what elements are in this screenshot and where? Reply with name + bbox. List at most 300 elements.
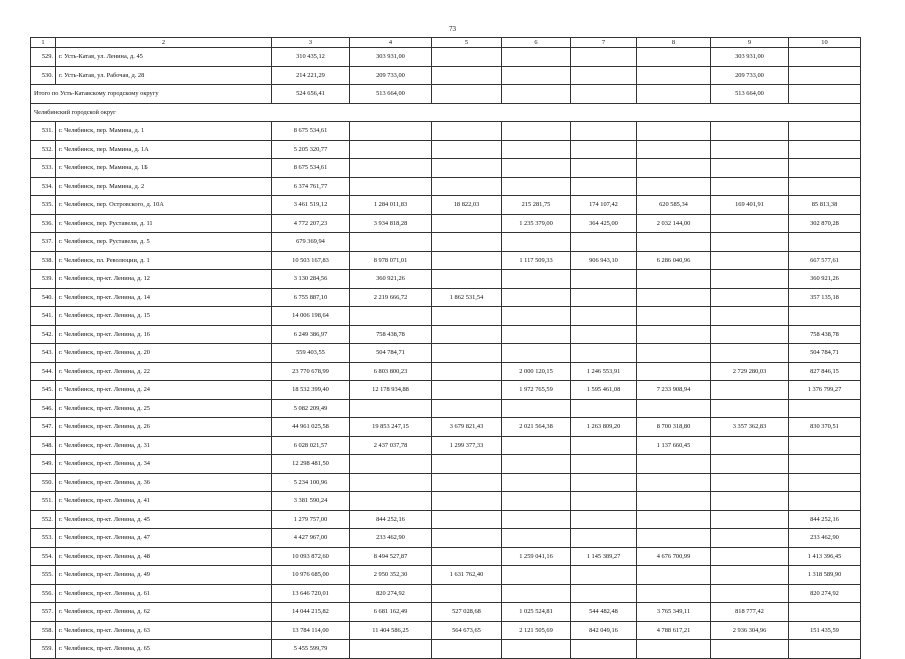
value-cell: 209 733,00 (350, 66, 432, 85)
value-cell (502, 48, 571, 67)
address-cell: г. Челябинск, пр-кт. Ленина, д. 65 (56, 640, 272, 659)
row-number-cell: 558. (31, 621, 56, 640)
value-cell (789, 122, 861, 141)
value-cell: 6 681 162,49 (350, 603, 432, 622)
value-cell (637, 529, 711, 548)
total-value-cell (502, 85, 571, 104)
value-cell (789, 159, 861, 178)
value-cell (637, 492, 711, 511)
value-cell: 830 370,51 (789, 418, 861, 437)
table-row (31, 196, 861, 215)
value-cell: 14 006 198,64 (272, 307, 350, 326)
table-row (31, 547, 861, 566)
value-cell (637, 177, 711, 196)
row-number-cell: 529. (31, 48, 56, 67)
value-cell (432, 381, 502, 400)
value-cell (711, 455, 789, 474)
value-cell (637, 510, 711, 529)
value-cell: 1 263 809,20 (571, 418, 637, 437)
value-cell (571, 177, 637, 196)
address-cell: г. Челябинск, пр-кт. Ленина, д. 49 (56, 566, 272, 585)
value-cell: 842 049,16 (571, 621, 637, 640)
value-cell (571, 122, 637, 141)
value-cell (432, 270, 502, 289)
value-cell: 8 675 534,61 (272, 159, 350, 178)
section-label: Челябинский городской округ (31, 103, 861, 122)
address-cell: г. Челябинск, пр-кт. Ленина, д. 16 (56, 325, 272, 344)
table-row (31, 566, 861, 585)
value-cell (502, 510, 571, 529)
address-cell: г. Челябинск, пер. Мамина, д. 1А (56, 140, 272, 159)
total-value-cell (571, 85, 637, 104)
value-cell: 758 438,78 (789, 325, 861, 344)
total-value-cell (789, 85, 861, 104)
value-cell: 360 921,26 (789, 270, 861, 289)
total-value-cell (637, 85, 711, 104)
table-row (31, 603, 861, 622)
value-cell (637, 270, 711, 289)
value-cell (571, 307, 637, 326)
value-cell (502, 436, 571, 455)
column-number-cell: 7 (571, 38, 637, 48)
row-number-cell: 544. (31, 362, 56, 381)
column-number-cell: 3 (272, 38, 350, 48)
value-cell: 5 234 100,96 (272, 473, 350, 492)
row-number-cell: 545. (31, 381, 56, 400)
column-number-cell: 8 (637, 38, 711, 48)
total-value-cell: 524 656,41 (272, 85, 350, 104)
table-row (31, 122, 861, 141)
value-cell (432, 455, 502, 474)
address-cell: г. Челябинск, пр-кт. Ленина, д. 20 (56, 344, 272, 363)
row-number-cell: 553. (31, 529, 56, 548)
value-cell: 844 252,16 (789, 510, 861, 529)
value-cell (432, 344, 502, 363)
row-number-cell: 552. (31, 510, 56, 529)
value-cell (789, 66, 861, 85)
total-value-cell (432, 85, 502, 104)
address-cell: г. Челябинск, пер. Мамина, д. 1 (56, 122, 272, 141)
address-cell: г. Челябинск, пр-кт. Ленина, д. 63 (56, 621, 272, 640)
value-cell (571, 344, 637, 363)
value-cell (571, 66, 637, 85)
value-cell (637, 122, 711, 141)
value-cell (637, 399, 711, 418)
address-cell: г. Челябинск, пр-кт. Ленина, д. 14 (56, 288, 272, 307)
value-cell: 233 462,90 (789, 529, 861, 548)
value-cell (432, 510, 502, 529)
value-cell (432, 307, 502, 326)
value-cell: 1 284 011,83 (350, 196, 432, 215)
value-cell (637, 66, 711, 85)
value-cell: 758 438,78 (350, 325, 432, 344)
value-cell (789, 233, 861, 252)
value-cell (711, 547, 789, 566)
value-cell: 2 936 304,96 (711, 621, 789, 640)
address-cell: г. Челябинск, пер. Островского, д. 10А (56, 196, 272, 215)
address-cell: г. Челябинск, пер. Мамина, д. 2 (56, 177, 272, 196)
address-cell: г. Челябинск, пр-кт. Ленина, д. 45 (56, 510, 272, 529)
page-number: 73 (449, 25, 456, 33)
value-cell (571, 288, 637, 307)
table-row (31, 362, 861, 381)
value-cell: 310 435,12 (272, 48, 350, 67)
row-number-cell: 530. (31, 66, 56, 85)
row-number-cell: 548. (31, 436, 56, 455)
table-row (31, 399, 861, 418)
value-cell (432, 584, 502, 603)
row-number-cell: 537. (31, 233, 56, 252)
value-cell: 1 235 379,00 (502, 214, 571, 233)
value-cell: 11 404 586,25 (350, 621, 432, 640)
value-cell: 504 784,71 (350, 344, 432, 363)
table-row (31, 270, 861, 289)
value-cell (571, 270, 637, 289)
value-cell: 6 028 021,57 (272, 436, 350, 455)
value-cell: 12 178 934,88 (350, 381, 432, 400)
value-cell: 5 205 320,77 (272, 140, 350, 159)
value-cell (502, 140, 571, 159)
row-number-cell: 540. (31, 288, 56, 307)
value-cell (711, 251, 789, 270)
value-cell (502, 159, 571, 178)
value-cell: 2 032 144,00 (637, 214, 711, 233)
value-cell (711, 381, 789, 400)
value-cell (502, 325, 571, 344)
value-cell (637, 48, 711, 67)
value-cell: 1 631 762,40 (432, 566, 502, 585)
value-cell: 302 870,28 (789, 214, 861, 233)
table-row (31, 436, 861, 455)
value-cell (637, 584, 711, 603)
table-row (31, 418, 861, 437)
address-cell: г. Челябинск, пр-кт. Ленина, д. 61 (56, 584, 272, 603)
value-cell (432, 214, 502, 233)
value-cell (711, 307, 789, 326)
section-row (31, 103, 861, 122)
value-cell (502, 66, 571, 85)
value-cell (350, 140, 432, 159)
value-cell (502, 344, 571, 363)
value-cell: 3 381 590,24 (272, 492, 350, 511)
value-cell: 1 145 389,27 (571, 547, 637, 566)
value-cell: 4 772 207,23 (272, 214, 350, 233)
value-cell (637, 233, 711, 252)
table-row (31, 325, 861, 344)
value-cell: 827 846,15 (789, 362, 861, 381)
value-cell (637, 473, 711, 492)
value-cell (350, 473, 432, 492)
value-cell: 559 403,55 (272, 344, 350, 363)
table-row (31, 455, 861, 474)
value-cell (432, 66, 502, 85)
value-cell (350, 455, 432, 474)
column-number-cell: 4 (350, 38, 432, 48)
value-cell (432, 325, 502, 344)
value-cell: 2 729 280,03 (711, 362, 789, 381)
value-cell: 818 777,42 (711, 603, 789, 622)
value-cell (637, 344, 711, 363)
value-cell: 209 733,00 (711, 66, 789, 85)
address-cell: г. Челябинск, пр-кт. Ленина, д. 36 (56, 473, 272, 492)
address-cell: г. Челябинск, пр-кт. Ленина, д. 31 (56, 436, 272, 455)
value-cell: 2 121 505,69 (502, 621, 571, 640)
address-cell: г. Челябинск, пер. Руставели, д. 5 (56, 233, 272, 252)
value-cell (502, 399, 571, 418)
value-cell (711, 270, 789, 289)
value-cell: 18 532 399,40 (272, 381, 350, 400)
row-number-cell: 539. (31, 270, 56, 289)
value-cell (432, 547, 502, 566)
value-cell (502, 492, 571, 511)
value-cell: 1 595 461,08 (571, 381, 637, 400)
value-cell: 5 455 599,79 (272, 640, 350, 659)
value-cell: 1 246 553,91 (571, 362, 637, 381)
total-row (31, 85, 861, 104)
value-cell: 18 822,03 (432, 196, 502, 215)
value-cell (637, 307, 711, 326)
address-cell: г. Челябинск, пр-кт. Ленина, д. 22 (56, 362, 272, 381)
value-cell: 3 130 284,56 (272, 270, 350, 289)
table-row (31, 510, 861, 529)
value-cell (637, 140, 711, 159)
value-cell (571, 436, 637, 455)
value-cell (432, 473, 502, 492)
value-cell: 7 233 908,94 (637, 381, 711, 400)
address-cell: г. Челябинск, пер. Мамина, д. 1Б (56, 159, 272, 178)
table-row (31, 177, 861, 196)
total-label: Итого по Усть-Катавскому городскому округу (31, 85, 272, 104)
value-cell: 1 318 589,90 (789, 566, 861, 585)
address-cell: г. Челябинск, пр-кт. Ленина, д. 41 (56, 492, 272, 511)
value-cell: 1 279 757,00 (272, 510, 350, 529)
value-cell: 1 025 524,81 (502, 603, 571, 622)
address-cell: г. Челябинск, пр-кт. Ленина, д. 62 (56, 603, 272, 622)
value-cell: 214 221,29 (272, 66, 350, 85)
value-cell (789, 307, 861, 326)
value-cell (637, 159, 711, 178)
value-cell (350, 399, 432, 418)
value-cell (789, 436, 861, 455)
row-number-cell: 532. (31, 140, 56, 159)
data-table (30, 37, 861, 659)
value-cell (571, 233, 637, 252)
row-number-cell: 551. (31, 492, 56, 511)
value-cell: 23 770 678,99 (272, 362, 350, 381)
value-cell: 4 788 617,21 (637, 621, 711, 640)
table-row (31, 251, 861, 270)
row-number-cell: 546. (31, 399, 56, 418)
table-row (31, 159, 861, 178)
value-cell (637, 325, 711, 344)
address-cell: г. Усть-Катав, ул. Ленина, д. 45 (56, 48, 272, 67)
value-cell: 360 921,26 (350, 270, 432, 289)
value-cell (789, 492, 861, 511)
value-cell (502, 640, 571, 659)
address-cell: г. Челябинск, пр-кт. Ленина, д. 24 (56, 381, 272, 400)
value-cell (711, 159, 789, 178)
total-value-cell: 513 664,00 (711, 85, 789, 104)
value-cell: 3 765 349,11 (637, 603, 711, 622)
value-cell (711, 325, 789, 344)
value-cell: 44 961 025,58 (272, 418, 350, 437)
value-cell: 2 000 120,15 (502, 362, 571, 381)
value-cell: 6 755 887,10 (272, 288, 350, 307)
value-cell (502, 455, 571, 474)
value-cell: 820 274,92 (789, 584, 861, 603)
value-cell (711, 510, 789, 529)
value-cell (711, 640, 789, 659)
address-cell: г. Челябинск, пр-кт. Ленина, д. 48 (56, 547, 272, 566)
value-cell: 544 482,48 (571, 603, 637, 622)
value-cell (502, 473, 571, 492)
value-cell: 1 376 799,27 (789, 381, 861, 400)
row-number-cell: 542. (31, 325, 56, 344)
value-cell: 1 413 396,45 (789, 547, 861, 566)
value-cell: 6 286 040,96 (637, 251, 711, 270)
table-row (31, 66, 861, 85)
table-row (31, 492, 861, 511)
value-cell (502, 270, 571, 289)
column-number-cell: 2 (56, 38, 272, 48)
row-number-cell: 535. (31, 196, 56, 215)
value-cell: 6 374 761,77 (272, 177, 350, 196)
table-row (31, 344, 861, 363)
value-cell: 3 679 821,43 (432, 418, 502, 437)
row-number-cell: 555. (31, 566, 56, 585)
value-cell (789, 603, 861, 622)
value-cell (571, 473, 637, 492)
value-cell (711, 529, 789, 548)
value-cell: 3 934 818,28 (350, 214, 432, 233)
value-cell (637, 288, 711, 307)
value-cell: 8 700 318,80 (637, 418, 711, 437)
value-cell (711, 584, 789, 603)
value-cell: 679 369,94 (272, 233, 350, 252)
value-cell: 1 117 509,33 (502, 251, 571, 270)
address-cell: г. Челябинск, пр-кт. Ленина, д. 26 (56, 418, 272, 437)
row-number-cell: 559. (31, 640, 56, 659)
value-cell (637, 362, 711, 381)
value-cell: 667 577,61 (789, 251, 861, 270)
value-cell: 2 219 666,72 (350, 288, 432, 307)
value-cell (711, 344, 789, 363)
value-cell (502, 233, 571, 252)
value-cell (432, 122, 502, 141)
column-number-cell: 5 (432, 38, 502, 48)
value-cell (432, 233, 502, 252)
address-cell: г. Челябинск, пр-кт. Ленина, д. 47 (56, 529, 272, 548)
value-cell (571, 566, 637, 585)
value-cell: 8 675 534,61 (272, 122, 350, 141)
value-cell: 5 082 209,49 (272, 399, 350, 418)
row-number-cell: 534. (31, 177, 56, 196)
value-cell (711, 122, 789, 141)
row-number-cell: 547. (31, 418, 56, 437)
value-cell: 4 427 967,00 (272, 529, 350, 548)
value-cell: 19 853 247,15 (350, 418, 432, 437)
table-row (31, 381, 861, 400)
value-cell: 906 943,10 (571, 251, 637, 270)
value-cell (350, 159, 432, 178)
table-row (31, 140, 861, 159)
value-cell (502, 288, 571, 307)
value-cell (571, 455, 637, 474)
value-cell (637, 455, 711, 474)
table-row (31, 473, 861, 492)
value-cell (711, 492, 789, 511)
value-cell: 13 646 720,01 (272, 584, 350, 603)
value-cell: 10 093 872,60 (272, 547, 350, 566)
value-cell: 13 784 114,00 (272, 621, 350, 640)
value-cell (711, 140, 789, 159)
value-cell: 4 676 700,99 (637, 547, 711, 566)
row-number-cell: 556. (31, 584, 56, 603)
row-number-cell: 554. (31, 547, 56, 566)
table-row (31, 584, 861, 603)
column-number-row (31, 38, 861, 48)
table-row (31, 529, 861, 548)
value-cell (350, 492, 432, 511)
value-cell (350, 233, 432, 252)
address-cell: г. Челябинск, пл. Революции, д. 1 (56, 251, 272, 270)
table-row (31, 214, 861, 233)
value-cell (432, 140, 502, 159)
value-cell (571, 640, 637, 659)
row-number-cell: 531. (31, 122, 56, 141)
value-cell (432, 177, 502, 196)
value-cell (502, 122, 571, 141)
value-cell: 233 462,90 (350, 529, 432, 548)
value-cell: 215 281,75 (502, 196, 571, 215)
column-number-cell: 1 (31, 38, 56, 48)
total-value-cell: 513 664,00 (350, 85, 432, 104)
value-cell (350, 177, 432, 196)
value-cell: 1 137 660,45 (637, 436, 711, 455)
address-cell: г. Челябинск, пер. Руставели, д. 11 (56, 214, 272, 233)
value-cell (789, 640, 861, 659)
value-cell: 357 135,18 (789, 288, 861, 307)
value-cell: 527 028,68 (432, 603, 502, 622)
value-cell (350, 122, 432, 141)
value-cell (711, 473, 789, 492)
value-cell (711, 288, 789, 307)
value-cell (432, 640, 502, 659)
value-cell: 2 437 037,78 (350, 436, 432, 455)
value-cell (502, 529, 571, 548)
address-cell: г. Челябинск, пр-кт. Ленина, д. 34 (56, 455, 272, 474)
row-number-cell: 543. (31, 344, 56, 363)
value-cell (711, 177, 789, 196)
value-cell (637, 640, 711, 659)
row-number-cell: 536. (31, 214, 56, 233)
value-cell (789, 399, 861, 418)
value-cell (789, 455, 861, 474)
value-cell (432, 399, 502, 418)
value-cell (571, 584, 637, 603)
value-cell: 8 978 071,01 (350, 251, 432, 270)
table-row (31, 307, 861, 326)
value-cell (571, 159, 637, 178)
value-cell (789, 177, 861, 196)
value-cell (432, 251, 502, 270)
value-cell: 14 044 215,82 (272, 603, 350, 622)
row-number-cell: 541. (31, 307, 56, 326)
value-cell (502, 177, 571, 196)
row-number-cell: 557. (31, 603, 56, 622)
value-cell (571, 510, 637, 529)
value-cell (571, 492, 637, 511)
